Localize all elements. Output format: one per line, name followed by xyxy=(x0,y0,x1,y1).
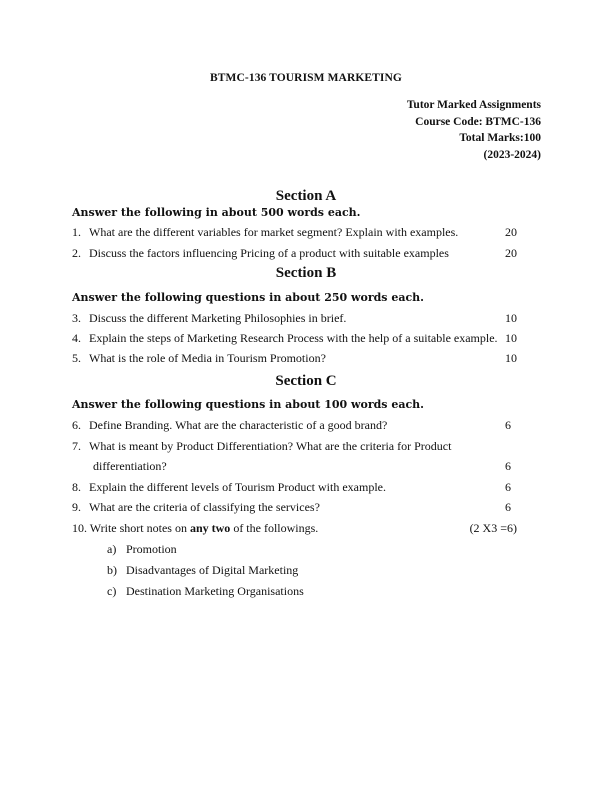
section-b-heading: Section B xyxy=(275,265,337,281)
question-3-marks: 10 xyxy=(505,311,517,325)
question-number: 7. xyxy=(72,439,81,453)
question-number: 5. xyxy=(72,351,81,365)
question-text: Discuss the factors influencing Pricing of a product with suitable examples xyxy=(89,246,449,260)
question-4-marks: 10 xyxy=(505,331,517,345)
subitem-letter: a) xyxy=(107,542,117,556)
question-7 xyxy=(72,439,451,454)
question-text: Explain the different levels of Tourism Product with example. xyxy=(89,480,386,494)
question-2 xyxy=(72,246,449,261)
question-5-marks: 10 xyxy=(505,351,517,365)
question-text-emphasis: any two xyxy=(189,521,231,535)
question-text: Discuss the different Marketing Philosophies in brief. xyxy=(89,311,347,325)
question-text: What are the criteria of classifying the services? xyxy=(89,500,320,514)
section-c-heading: Section C xyxy=(275,373,337,389)
question-number: 4. xyxy=(72,331,81,345)
course-code: Course Code: BTMC-136 xyxy=(415,116,541,128)
question-number: 10. xyxy=(72,521,87,535)
subitem-letter: b) xyxy=(107,563,117,577)
question-1 xyxy=(72,225,458,240)
subitem-letter: c) xyxy=(107,584,117,598)
question-text: Write short notes on xyxy=(89,521,190,535)
subitem-a xyxy=(107,542,177,557)
question-text: Define Branding. What are the characteristic of a good brand? xyxy=(89,418,388,432)
question-number: 6. xyxy=(72,418,81,432)
question-7-marks: 6 xyxy=(505,459,511,473)
question-8 xyxy=(72,480,386,495)
subitem-c xyxy=(107,584,304,599)
question-3 xyxy=(72,311,346,326)
question-6 xyxy=(72,418,387,433)
question-8-marks: 6 xyxy=(505,480,511,494)
question-1-marks: 20 xyxy=(505,225,517,239)
question-5 xyxy=(72,351,326,366)
question-number: 2. xyxy=(72,246,81,260)
question-text: Explain the steps of Marketing Research Process with the help of a suitable example. xyxy=(89,331,498,345)
session-year: (2023-2024) xyxy=(483,149,541,161)
question-number: 1. xyxy=(72,225,81,239)
question-number: 3. xyxy=(72,311,81,325)
question-text: What is meant by Product Differentiation? What are the criteria for Product xyxy=(89,439,452,453)
subitem-text: Disadvantages of Digital Marketing xyxy=(126,563,299,577)
question-7-continuation: differentiation? xyxy=(93,459,167,473)
question-10 xyxy=(72,521,318,536)
subitem-b xyxy=(107,563,298,578)
subitem-text: Promotion xyxy=(126,542,177,556)
question-number: 9. xyxy=(72,500,81,514)
question-9-marks: 6 xyxy=(505,500,511,514)
section-a-instruction: Answer the following in about 500 words each. xyxy=(72,206,361,219)
document-title: BTMC-136 TOURISM MARKETING xyxy=(210,72,402,84)
question-6-marks: 6 xyxy=(505,418,511,432)
question-2-marks: 20 xyxy=(505,246,517,260)
assignment-type: Tutor Marked Assignments xyxy=(406,99,541,111)
question-10-marks: (2 X3 =6) xyxy=(469,521,517,535)
question-text-end: of the followings. xyxy=(230,521,319,535)
question-text: What are the different variables for market segment? Explain with examples. xyxy=(89,225,459,239)
question-text: What is the role of Media in Tourism Promotion? xyxy=(89,351,326,365)
section-a-heading: Section A xyxy=(275,188,337,204)
section-c-instruction: Answer the following questions in about 100 words each. xyxy=(72,398,424,411)
question-9 xyxy=(72,500,320,515)
subitem-text: Destination Marketing Organisations xyxy=(126,584,304,598)
section-b-instruction: Answer the following questions in about 250 words each. xyxy=(72,291,424,304)
question-number: 8. xyxy=(72,480,81,494)
question-4 xyxy=(72,331,498,346)
total-marks: Total Marks:100 xyxy=(459,132,541,144)
